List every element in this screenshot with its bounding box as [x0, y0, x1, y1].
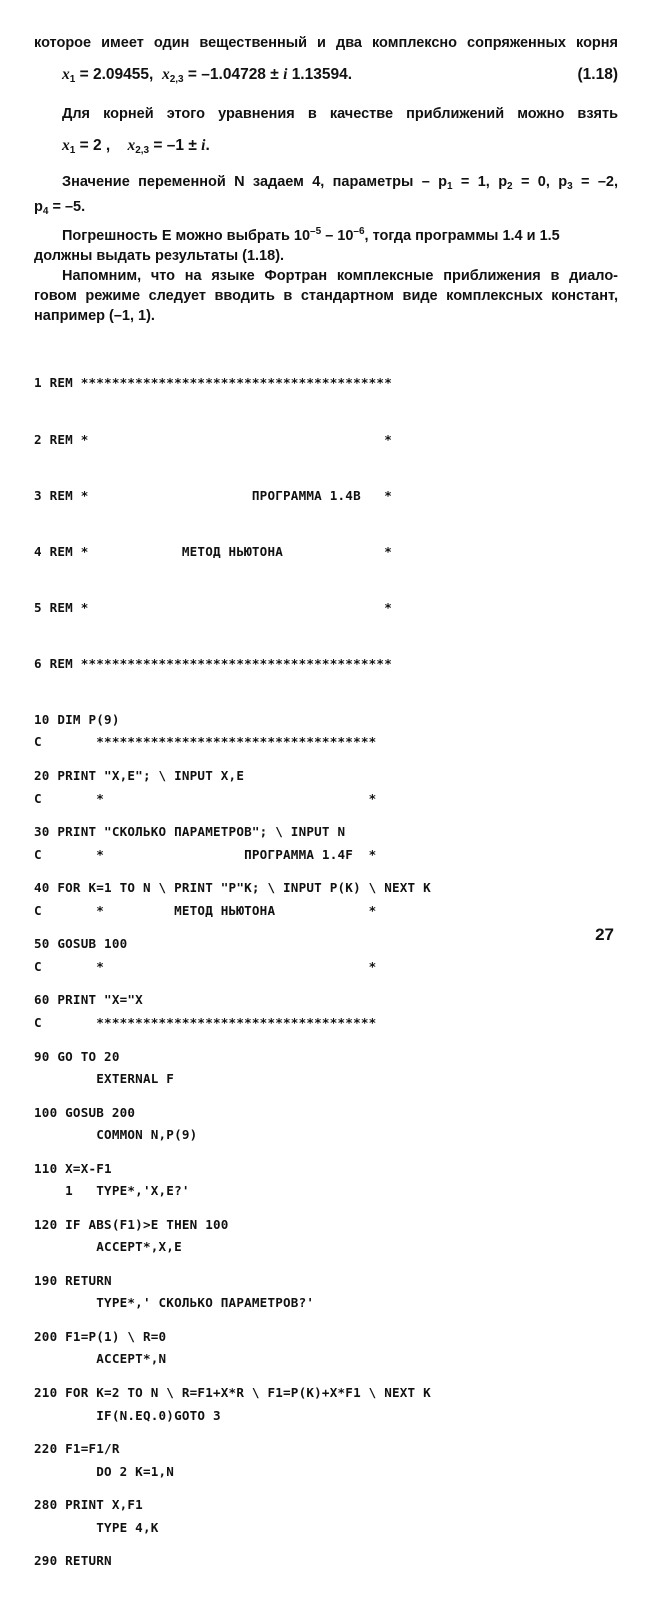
para-line-1: которое имеет один вещественный и два комплексно сопряженных корня [34, 35, 618, 51]
equation-approx: $x_1 = 2$ , $x_{2,3} = -1 \pm i$. [62, 137, 210, 156]
fortran-listing: C ************************************ C * * C * ПРОГРАММА 1.4F * C * МЕТОД НЬЮТОНА * C * * C ************************************ EXTERNAL F COMMON N,P(9) 1 TYPE*,'X,E?' ACCEPT*,X,E TYPE*,' СКОЛЬКО ПАРАМЕТРОВ?' ACCEPT*,N IF(N.EQ.0)GOTO 3 DO 2 K=1,N TYPE 4,K [34, 734, 377, 1535]
para-line-2: Для корней этого уравнения в качестве приближений можно взять [62, 106, 618, 122]
page-number: 27 [595, 925, 614, 944]
basic-listing: 1 REM **************************************** 2 REM * * 3 REM * ПРОГРАММА 1.4B * 4 REM * МЕТОД НЬЮТОНА * 5 REM * * 6 REM **************************************** 10 DIM P(9) 20 PRINT "X,E"; \ INPUT X,E 30 PRINT "СКОЛЬКО ПАРАМЕТРОВ"; \ INPUT N 40 FOR K=1 TO N \ PRINT "P"K; \ INPUT P(K) \ NEXT K 50 GOSUB 100 60 PRINT "X="X 90 GO TO 20 100 GOSUB 200 110 X=X-F1 120 IF ABS(F1)>E THEN 100 190 RETURN 200 F1=P(1) \ R=0 210 FOR K=2 TO N \ R=F1+X*R \ F1=P(K)+X*F1 \ NEXT K 220 F1=F1/R 280 PRINT X,F1 290 RETURN [34, 375, 431, 1569]
equation-number: (1.18) [577, 66, 618, 83]
para-params: Значение переменной N задаем 4, параметры – $p_1 = 1$, $p_2 = 0$, $p_3 = -2$, $p_4 = -5$. Погрешность E можно выбрать $10^{-5} - 10^{-6}$, тогда программы 1.4 и 1.5 должны выдать результаты (1.18). Напомним, что на языке Фортран комплексные приближения в диало- говом режиме следует вводить в стандартном виде комплексных констант, например (–1, 1). [34, 174, 618, 324]
equation-1-18: $x_1 = 2.09455$, $x_{2,3} = -1.04728 \pm i$ 1.13594. (1.18) [62, 66, 618, 85]
